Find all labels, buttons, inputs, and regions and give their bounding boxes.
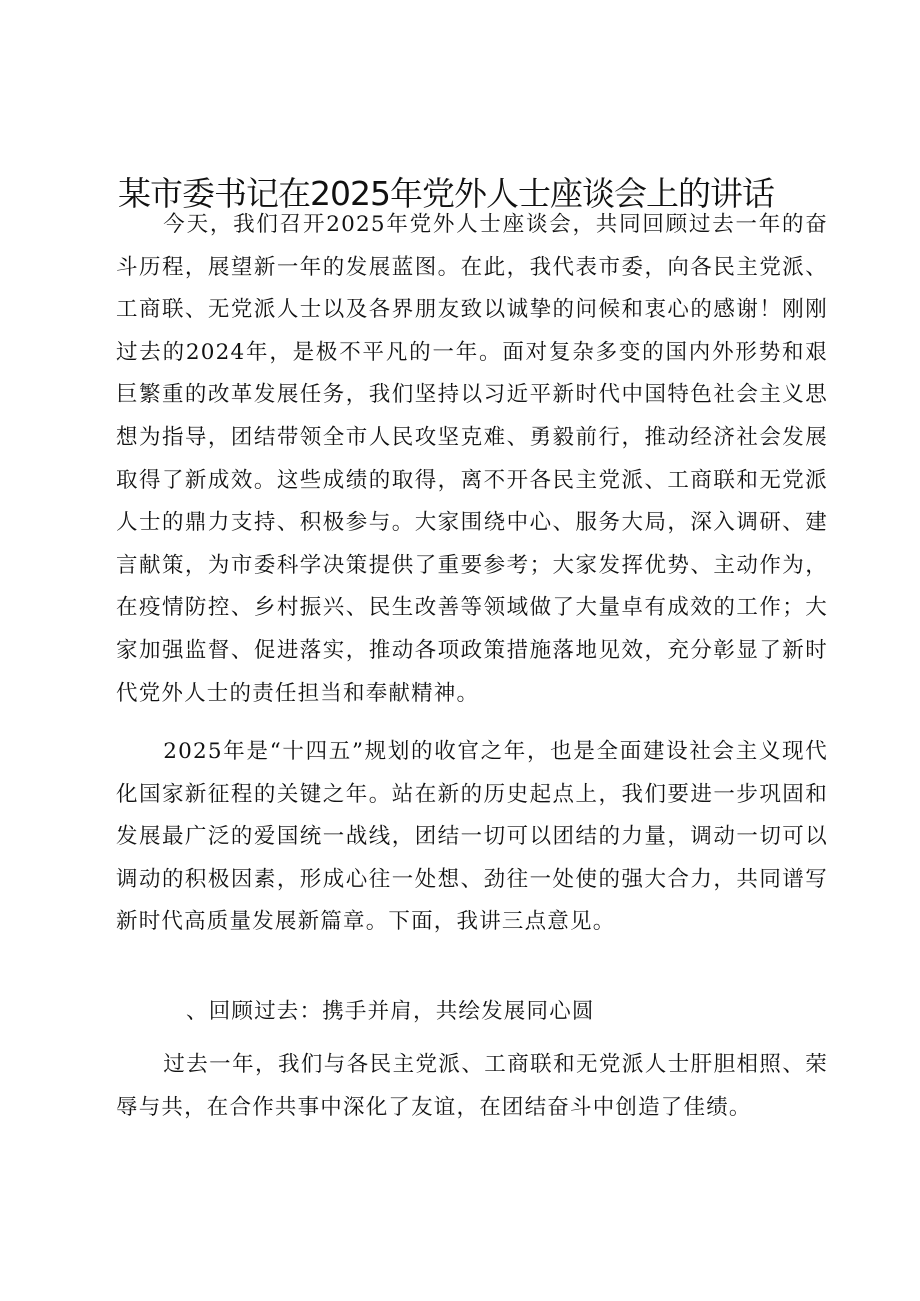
paragraph-review: 过去一年，我们与各民主党派、工商联和无党派人士肝胆相照、荣辱与共，在合作共事中深化了友谊，在团结奋斗中创造了佳绩。 [116,1052,828,1120]
section-heading-review: 、回顾过去：携手并肩，共绘发展同心圆 [186,999,595,1024]
document-title: 某市委书记在2025年党外人士座谈会上的讲话 [118,174,774,213]
paragraph-opening: 今天，我们召开2025年党外人士座谈会，共同回顾过去一年的奋斗历程，展望新一年的发展蓝图。在此，我代表市委，向各民主党派、工商联、无党派人士以及各界朋友致以诚挚的问候和衷心的感谢！刚刚过去的2024年，是极不平凡的一年。面对复杂多变的国内外形势和艰巨繁重的改革发展任务，我们坚持以习近平新时代中国特色社会主义思想为指导，团结带领全市人民攻坚克难、勇毅前行，推动经济社会发展取得了新成效。这些成绩的取得，离不开各民主党派、工商联和无党派人士的鼎力支持、积极参与。大家围绕中心、服务大局，深入调研、建言献策，为市委科学决策提供了重要参考；大家发挥优势、主动作为，在疫情防控、乡村振兴、民生改善等领域做了大量卓有成效的工作；大家加强监督、促进落实，推动各项政策措施落地见效，充分彰显了新时代党外人士的责任担当和奉献精神。 [116,212,828,706]
paragraph-2025-outlook: 2025年是“十四五”规划的收官之年，也是全面建设社会主义现代化国家新征程的关键之年。站在新的历史起点上，我们要进一步巩固和发展最广泛的爱国统一战线，团结一切可以团结的力量，调动一切可以调动的积极因素，形成心往一处想、劲往一处使的强大合力，共同谱写新时代高质量发展新篇章。下面，我讲三点意见。 [116,739,828,935]
